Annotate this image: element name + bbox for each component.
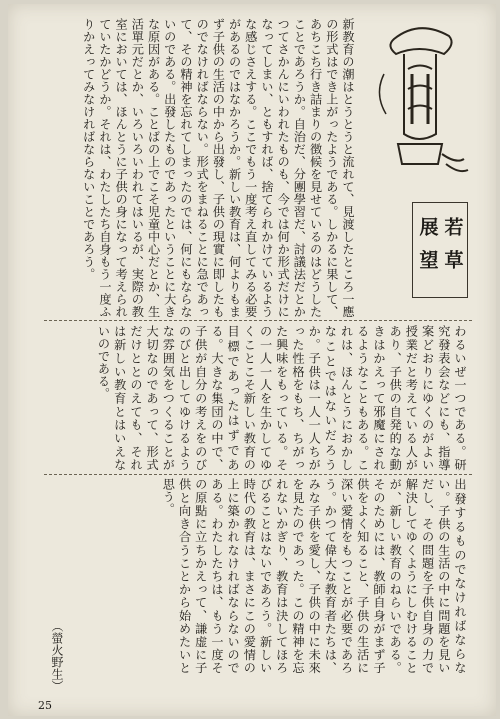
lantern-illustration-icon: [364, 14, 474, 214]
article-text-top: 新教育の潮はとうとうと流れて、見渡したところ一應の形式はでき上がったようである。しかるに果して、あちこち行き詰まりの徴候を見せているのはどうしたことであろうか。自治だ、分團學習だ、討議法だとかつてさかんにいわれたものも、今では何か形式だけになってしまい、ともすれば、捨てられかけているような感じさえする。ここでもう一度考え直してみる必要があるのではなかろうか。新しい教育は、何よりもまず子供の生活の中から出發し、子供の現實に即したものでなければならない。形式をまねることに急であって、その精神を忘れてしまったのでは、何にもならないのである。出發したものであったということに大きな原因がある。ことばの上でこそ児童中心だとか、生活單元だとか、いろいろいわれてはいるが、実際の教室においては、ほんとうに子供の身になって考えられていたかどうか。それは、わたしたち自身もう一度ふりかえってみなければならないことであろう。: [81, 18, 355, 318]
article-text-bottom: 出發するものでなければならない。子供の生活の中に問題を見いだし、その問題を子供自身の力で解決してゆくようにしむけることが、新しい教育のねらいである。そのためには、教師自身がまず子供をよく知ること、子供の生活に深い愛情をもつことが必要であろう。かつて偉大な教育者たちは、みな子供を愛し、子供の中に未來を見たのであった。この精神を忘れないかぎり、教育は決してほろびることはないであろう。新しい時代の教育は、まさにこの愛情の上に築かれなければならないのである。わたしたちは、もう一度その原點に立ちかえって、謙虚に子供と向き合うことから始めたいと思う。: [161, 478, 467, 674]
section-divider: [44, 320, 472, 321]
title-part-2: 展望: [416, 217, 439, 283]
column-title: [412, 202, 468, 298]
title-part-1: 若草: [441, 217, 464, 283]
article-text-middle: わるいぜ一つである。研究發表会などにも、指導案どおりにゆくのがよい授業だと考えている人があり、子供の自発的な動きはかえって邪魔にされるようなこともある。これは、ほんとうにおかしなことではないだろうか。子供は一人一人ちがった性格をもち、ちがった興味をもっている。その一人一人を生かしてゆくことこそ新しい教育の目標であったはずである。大きな集団の中で、子供が自分の考えをのびのびと出してゆけるような雰囲気をつくることが大切なのであって、形式だけととのえても、それは新しい教育とはいえないのである。: [96, 325, 467, 471]
magazine-page: [8, 4, 496, 716]
section-divider: [44, 474, 472, 475]
author-signature: （螢火野生）: [50, 620, 64, 692]
page-number: 25: [38, 699, 52, 712]
